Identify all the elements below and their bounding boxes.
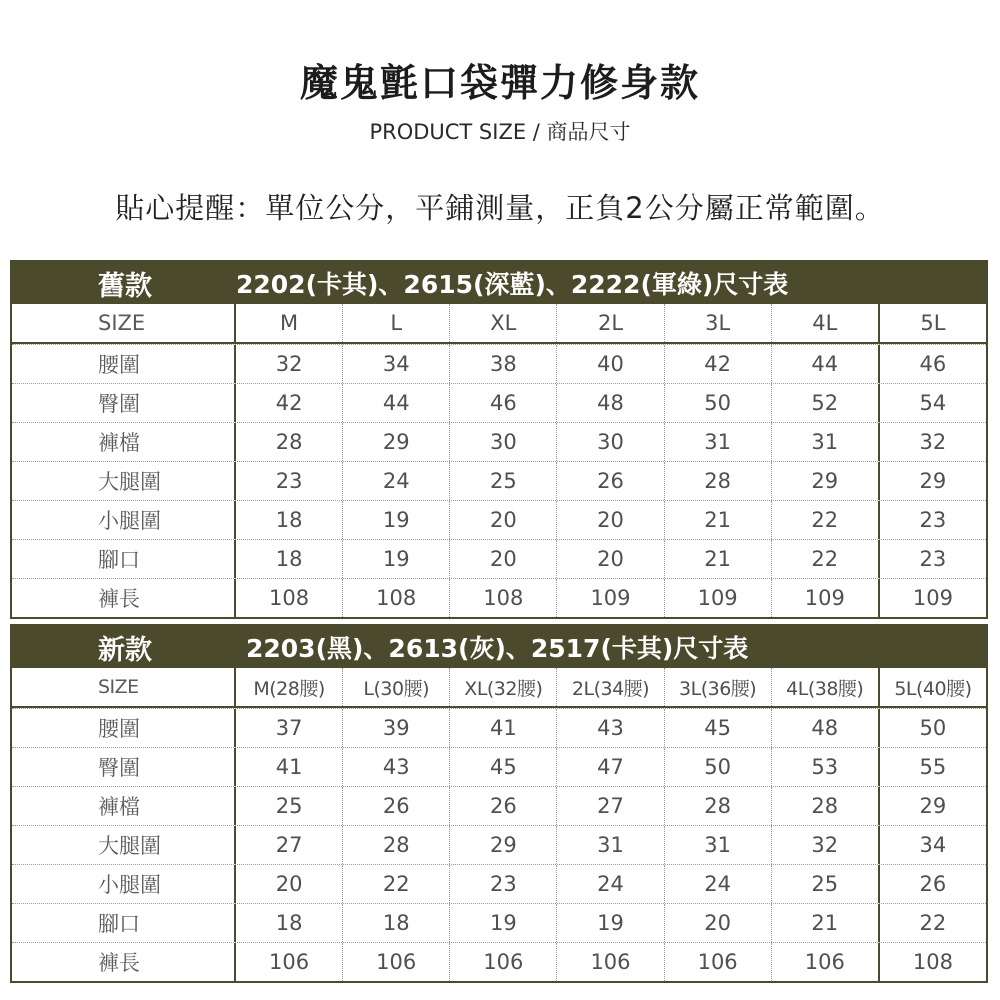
measurement-row (12, 344, 986, 383)
measurement-label: 臀圍 (12, 748, 236, 786)
measurement-value: 50 (664, 384, 771, 422)
size-row (12, 668, 986, 708)
measurement-value: 28 (664, 787, 771, 825)
measurement-label: 小腿圍 (12, 501, 236, 539)
size-header-cell: 3L (664, 304, 771, 342)
measurement-value: 25 (449, 462, 556, 500)
measurement-value: 46 (878, 345, 986, 383)
measurement-value: 20 (449, 540, 556, 578)
measurement-value: 44 (771, 345, 878, 383)
measurement-value: 23 (449, 865, 556, 903)
measurement-value: 23 (878, 501, 986, 539)
measurement-value: 21 (771, 904, 878, 942)
measurement-value: 45 (449, 748, 556, 786)
size-header-cell: L(30腰) (342, 668, 449, 706)
size-header-cell: L (342, 304, 449, 342)
measurement-value: 106 (556, 943, 663, 981)
size-row-label: SIZE (12, 304, 236, 342)
measurement-value: 23 (878, 540, 986, 578)
measurement-value: 28 (771, 787, 878, 825)
measurement-value: 109 (878, 579, 986, 617)
measurement-row (12, 942, 986, 981)
measurement-label: 褲檔 (12, 423, 236, 461)
old-table-badge: 舊款 (98, 270, 152, 302)
page-title: 魔鬼氈口袋彈力修身款 (299, 61, 700, 105)
measurement-value: 52 (771, 384, 878, 422)
measurement-value: 18 (275, 911, 303, 935)
measurement-value: 34 (342, 345, 449, 383)
measurement-note: 貼心提醒：單位公分，平鋪測量，正負2公分屬正常範圍。 (115, 191, 885, 225)
measurement-value: 21 (664, 501, 771, 539)
measurement-value: 31 (664, 423, 771, 461)
measurement-value: 20 (275, 872, 303, 896)
measurement-value: 44 (342, 384, 449, 422)
measurement-label: 大腿圍 (12, 462, 236, 500)
measurement-value: 41 (449, 709, 556, 747)
measurement-value: 22 (771, 540, 878, 578)
new-table-caption: 2203(黑)、2613(灰)、2517(卡其)尺寸表 (246, 634, 749, 663)
size-header-cell: 5L(40腰) (878, 668, 986, 706)
measurement-value: 18 (342, 904, 449, 942)
measurement-value: 108 (342, 579, 449, 617)
measurement-value: 32 (771, 826, 878, 864)
measurement-value: 24 (664, 865, 771, 903)
size-header-cell: XL (449, 304, 556, 342)
measurement-value: 46 (449, 384, 556, 422)
measurement-label: 褲長 (12, 579, 236, 617)
measurement-value: 29 (449, 826, 556, 864)
measurement-value: 43 (342, 748, 449, 786)
measurement-value: 106 (269, 950, 310, 974)
measurement-value: 19 (449, 904, 556, 942)
measurement-row (12, 903, 986, 942)
measurement-label: 褲長 (12, 943, 236, 981)
measurement-row (12, 747, 986, 786)
measurement-value: 108 (449, 579, 556, 617)
measurement-value: 45 (664, 709, 771, 747)
measurement-value: 42 (664, 345, 771, 383)
measurement-label: 大腿圍 (12, 826, 236, 864)
measurement-value: 19 (342, 501, 449, 539)
measurement-value: 108 (269, 586, 310, 610)
measurement-value: 20 (449, 501, 556, 539)
measurement-value: 106 (771, 943, 878, 981)
measurement-value: 32 (878, 423, 986, 461)
new-table-header (12, 626, 986, 668)
measurement-value: 53 (771, 748, 878, 786)
measurement-row (12, 500, 986, 539)
measurement-value: 23 (275, 469, 303, 493)
measurement-value: 28 (275, 430, 303, 454)
measurement-label: 腳口 (12, 540, 236, 578)
old-table-caption: 2202(卡其)、2615(深藍)、2222(軍綠)尺寸表 (236, 270, 789, 299)
measurement-row (12, 786, 986, 825)
measurement-value: 27 (556, 787, 663, 825)
measurement-value: 18 (275, 547, 303, 571)
measurement-value: 106 (664, 943, 771, 981)
measurement-value: 19 (556, 904, 663, 942)
measurement-value: 19 (342, 540, 449, 578)
measurement-label: 臀圍 (12, 384, 236, 422)
measurement-row (12, 461, 986, 500)
measurement-value: 25 (771, 865, 878, 903)
old-table-header (12, 262, 986, 304)
measurement-row (12, 708, 986, 747)
measurement-value: 24 (342, 462, 449, 500)
measurement-row (12, 864, 986, 903)
measurement-row (12, 539, 986, 578)
measurement-value: 50 (664, 748, 771, 786)
measurement-label: 小腿圍 (12, 865, 236, 903)
measurement-value: 38 (449, 345, 556, 383)
measurement-value: 29 (878, 462, 986, 500)
size-row (12, 304, 986, 344)
measurement-value: 29 (878, 787, 986, 825)
measurement-value: 18 (275, 508, 303, 532)
measurement-value: 106 (342, 943, 449, 981)
measurement-value: 26 (342, 787, 449, 825)
measurement-value: 20 (556, 540, 663, 578)
measurement-value: 30 (449, 423, 556, 461)
measurement-row (12, 578, 986, 617)
measurement-value: 109 (664, 579, 771, 617)
measurement-value: 29 (342, 423, 449, 461)
measurement-value: 20 (664, 904, 771, 942)
measurement-value: 50 (878, 709, 986, 747)
measurement-value: 28 (664, 462, 771, 500)
measurement-value: 48 (771, 709, 878, 747)
new-table-badge: 新款 (98, 634, 152, 666)
measurement-value: 27 (275, 833, 303, 857)
size-header-cell: XL(32腰) (449, 668, 556, 706)
measurement-value: 41 (275, 755, 303, 779)
measurement-value: 32 (275, 352, 303, 376)
measurement-value: 55 (878, 748, 986, 786)
measurement-value: 31 (771, 423, 878, 461)
size-header-cell: 2L (556, 304, 663, 342)
measurement-value: 54 (878, 384, 986, 422)
measurement-value: 31 (664, 826, 771, 864)
measurement-value: 21 (664, 540, 771, 578)
measurement-value: 20 (556, 501, 663, 539)
measurement-value: 109 (771, 579, 878, 617)
measurement-value: 26 (449, 787, 556, 825)
size-header-cell: M(28腰) (253, 677, 325, 700)
measurement-value: 108 (878, 943, 986, 981)
measurement-value: 48 (556, 384, 663, 422)
measurement-value: 47 (556, 748, 663, 786)
measurement-value: 34 (878, 826, 986, 864)
measurement-value: 28 (342, 826, 449, 864)
measurement-value: 37 (275, 716, 303, 740)
measurement-value: 22 (771, 501, 878, 539)
measurement-value: 26 (556, 462, 663, 500)
measurement-value: 42 (275, 391, 303, 415)
size-header-cell: M (280, 311, 299, 335)
measurement-value: 40 (556, 345, 663, 383)
measurement-label: 腰圍 (12, 345, 236, 383)
measurement-value: 43 (556, 709, 663, 747)
old-size-table (10, 260, 988, 619)
size-header-cell: 2L(34腰) (556, 668, 663, 706)
measurement-value: 22 (878, 904, 986, 942)
new-size-table (10, 624, 988, 983)
measurement-value: 29 (771, 462, 878, 500)
size-header-cell: 4L (771, 304, 878, 342)
measurement-row (12, 383, 986, 422)
measurement-value: 24 (556, 865, 663, 903)
measurement-value: 26 (878, 865, 986, 903)
measurement-value: 22 (342, 865, 449, 903)
size-header-cell: 4L(38腰) (771, 668, 878, 706)
measurement-label: 腳口 (12, 904, 236, 942)
measurement-value: 30 (556, 423, 663, 461)
measurement-value: 39 (342, 709, 449, 747)
measurement-value: 109 (556, 579, 663, 617)
size-row-label: SIZE (12, 668, 236, 706)
measurement-value: 106 (449, 943, 556, 981)
measurement-row (12, 825, 986, 864)
measurement-value: 25 (275, 794, 303, 818)
measurement-value: 31 (556, 826, 663, 864)
page-subtitle: PRODUCT SIZE / 商品尺寸 (369, 120, 631, 144)
size-header-cell: 3L(36腰) (664, 668, 771, 706)
measurement-label: 褲檔 (12, 787, 236, 825)
measurement-row (12, 422, 986, 461)
measurement-label: 腰圍 (12, 709, 236, 747)
size-header-cell: 5L (878, 304, 986, 342)
